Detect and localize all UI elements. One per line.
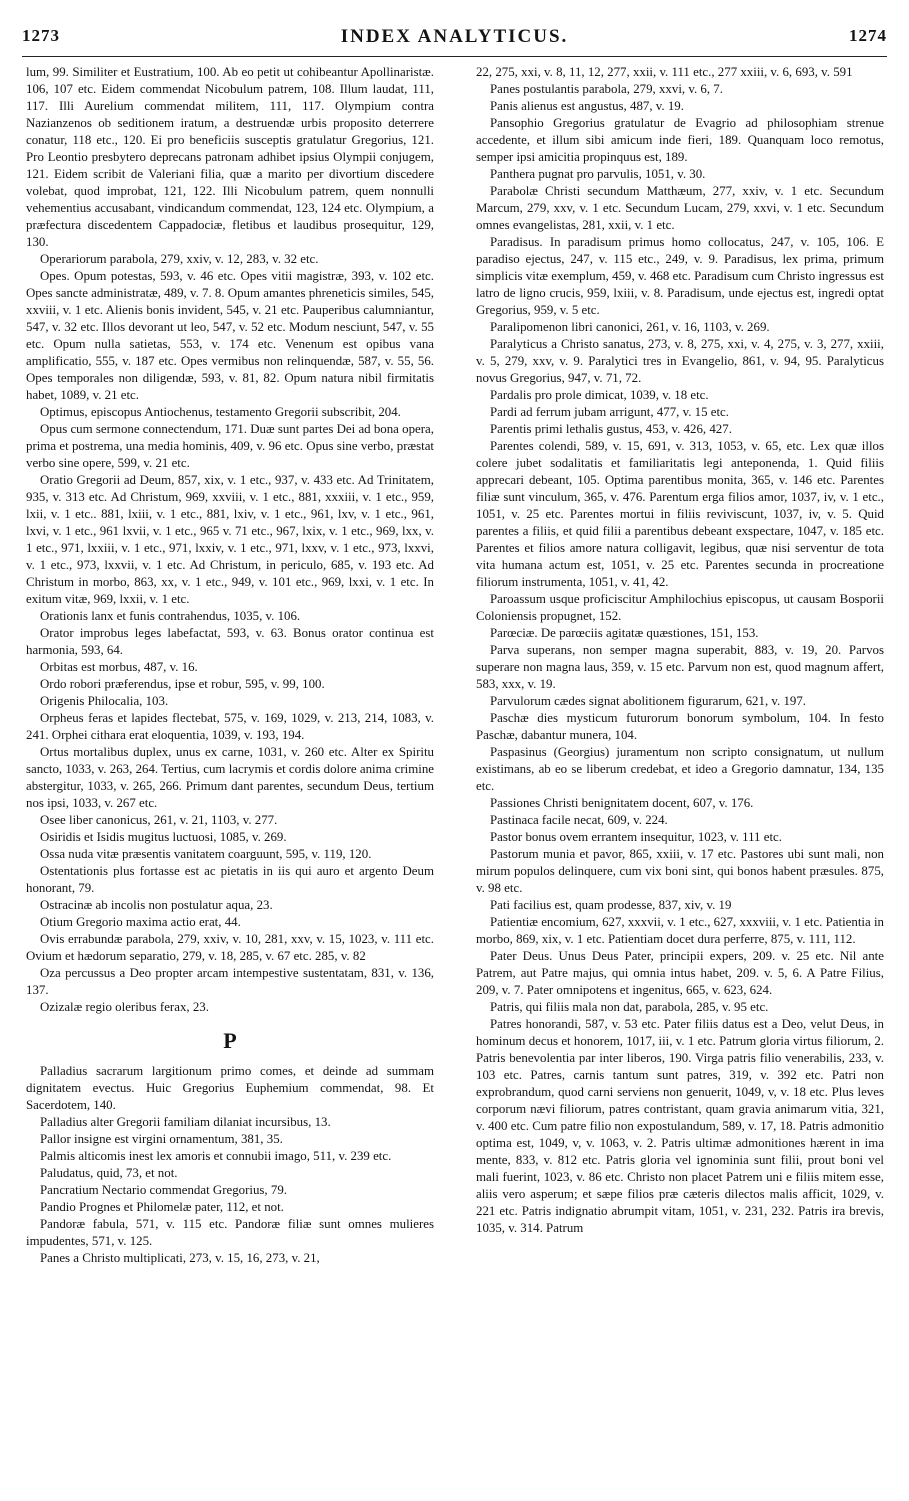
index-entry: Paralyticus a Christo sanatus, 273, v. 8, 275, xxi, v. 4, 275, v. 3, 277, xxiii, v. 5, 279, xxv, v. 9. Paralytici tres in Evangelio, 861, v. 94, 95. Paralyticus novus Gregorius, 947, v. 71, 72. [476,337,884,385]
index-entry: Panes postulantis parabola, 279, xxvi, v. 6, 7. [490,82,723,96]
index-entry: Passiones Christi benignitatem docent, 607, v. 176. [490,796,754,810]
page-number-right: 1274 [849,26,887,45]
header-rule [22,56,887,57]
index-entry: Operariorum parabola, 279, xxiv, v. 12, 283, v. 32 etc. [40,252,319,266]
index-entry: Opes. Opum potestas, 593, v. 46 etc. Opes vitii magistræ, 393, v. 102 etc. Opes sancte administratæ, 489, v. 7. 8. Opum amantes phreneticis similes, 545, xxviii, v. 1 etc. Alienis bonis invident, 545, v. 21 etc. Pauperibus calumniantur, 547, v. 32 etc. Illos devorant ut leo, 547, v. 52 etc. Modum nesciunt, 547, v. 55 etc. Opum nulla satietas, 553, v. 174 etc. Venenum est opibus vana amplificatio, 555, v. 187 etc. Opes vermibus non relinquendæ, 587, v. 55, 56. Opes temporales non diligendæ, 593, v. 81, 82. Opum natura nibil firmitatis habet, 1089, v. 21 etc. [26,269,434,402]
index-entry: Ostracinæ ab incolis non postulatur aqua, 23. [40,898,273,912]
index-entry: Parabolæ Christi secundum Matthæum, 277, xxiv, v. 1 etc. Secundum Marcum, 279, xxv, v. 1 etc. Secundum Lucam, 279, xxvi, v. 1 etc. Secundum omnes evangelistas, 281, xxii, v. 1 etc. [476,184,884,232]
index-entry: Patientiæ encomium, 627, xxxvii, v. 1 etc., 627, xxxviii, v. 1 etc. Patientia in morbo, 869, xix, v. 1 etc. Patientiam docet dura perferre, 875, v. 111, 112. [476,915,884,946]
index-entry: lum, 99. Similiter et Eustratium, 100. Ab eo petit ut cohibeantur Apollinaristæ. 106, 107 etc. Eidem commendat Nicobulum patrem, 108. Illum laudat, 111, 117. Illi Aurelium commendat militem, 111, 117. Olympium contra Nazianzenos ob seditionem iratum, a destruendæ urbis proposito deterrere conatur, 118 etc., 120. Ei pro beneficiis susceptis gratulatur Gregorius, 121. Pro Leontio presbytero deprecans patronam adhibet ipsius Olympii conjugem, 121. Eidem scribit de Valeriani filia, quæ a marito per divortium discedere volebat, quod improbat, 121, 122. Illi Nicobulum patrem, quem nonnulli vehementius accusabant, vindicandum commendat, 123, 124 etc. Olympium, a præfectura discedentem Cappadociæ, fletibus et laudibus prosequitur, 129, 130. [26,65,434,249]
index-entry: Oza percussus a Deo propter arcam intempestive sustentatam, 831, v. 136, 137. [26,966,434,997]
index-entry: Parœciæ. De parœciis agitatæ quæstiones, 151, 153. [490,626,759,640]
index-entry: Paradisus. In paradisum primus homo collocatus, 247, v. 105, 106. E paradiso ejectus, 247, v. 115 etc., 249, v. 9. Paradisus, lex prima, primum simplicis vitæ exemplum, 459, v. 468 etc. Paradisum cum Christo ingressus est latro de ligno crucis, 959, lxiii, v. 8. Paradisum, unde ejectus est, ingredi optat Gregorius, 959, v. 5 etc. [476,235,884,317]
index-entry: Pansophio Gregorius gratulatur de Evagrio ad philosophiam strenue accedente, et illum sibi amicum inde fieri, 189. Quanquam loco remotus, semper ipsi amicitia propinquus est, 189. [476,116,884,164]
index-entry: Pardi ad ferrum jubam arrigunt, 477, v. 15 etc. [490,405,730,419]
index-entry: Pardalis pro prole dimicat, 1039, v. 18 etc. [490,388,709,402]
index-entry: Pastor bonus ovem errantem insequitur, 1023, v. 111 etc. [490,830,782,844]
index-entry: Patris, qui filiis mala non dat, parabola, 285, v. 95 etc. [490,1000,769,1014]
index-entry: Origenis Philocalia, 103. [40,694,169,708]
index-entry: Ortus mortalibus duplex, unus ex carne, 1031, v. 260 etc. Alter ex Spiritu sancto, 1033, v. 263, 264. Tertius, cum lacrymis et cordis dolore anima crimine abstergitur, 1033, v. 265, 266. Primum dant parentes, secundum Deus, tertium nos ipsi, 1033, v. 267 etc. [26,745,434,810]
index-entry: Parvulorum cædes signat abolitionem figurarum, 621, v. 197. [490,694,807,708]
index-entry: Orator improbus leges labefactat, 593, v. 63. Bonus orator continua est harmonia, 593, 64. [26,626,434,657]
index-entry: Paludatus, quid, 73, et not. [40,1166,178,1180]
index-entry: Pastorum munia et pavor, 865, xxiii, v. 17 etc. Pastores ubi sunt mali, non mirum populos delinquere, cum vix boni sint, qui bonos habent præsules. 875, v. 98 etc. [476,847,884,895]
page-title: INDEX ANALYTICUS. [340,26,569,47]
index-entry: Pallor insigne est virgini ornamentum, 381, 35. [40,1132,283,1146]
index-entry: Paralipomenon libri canonici, 261, v. 16, 1103, v. 269. [490,320,770,334]
index-entry: Ovis errabundæ parabola, 279, xxiv, v. 10, 281, xxv, v. 15, 1023, v. 111 etc. Ovium et hædorum separatio, 279, v. 18, 285, v. 67 etc. 285, v. 82 [26,932,434,963]
index-entry: Oratio Gregorii ad Deum, 857, xix, v. 1 etc., 937, v. 433 etc. Ad Trinitatem, 935, v. 313 etc. Ad Christum, 969, xxviii, v. 1 etc., 881, xxxiii, v. 1 etc., 959, lxii, v. 1 etc.. 881, lxiii, v. 1 etc., 881, lxiv, v. 1 etc., 961, lxv, v. 1 etc., 961, lxvi, v. 1 etc., 961 lxvii, v. 1 etc., 965 v. 71 etc., 967, lxix, v. 1 etc., 969, lxx, v. 1 etc., 971, lxxiii, v. 1 etc., 971, lxxiv, v. 1 etc., 971, lxxv, v. 1 etc., 973, lxxvi, v. 1 etc., 973, lxxvii, v. 1 etc. Ad Christum, in periculo, 685, v. 193 etc. Ad Christum in morbo, 863, xx, v. 1 etc., 949, v. 101 etc., 969, lxxi, v. 1 etc. In exitum vitæ, 969, lxxii, v. 1 etc. [26,473,434,606]
index-entry: Orpheus feras et lapides flectebat, 575, v. 169, 1029, v. 213, 214, 1083, v. 241. Orphei cithara erat eloquentia, 1039, v. 193, 194. [26,711,434,742]
index-entry: Optimus, episcopus Antiochenus, testamento Gregorii subscribit, 204. [40,405,401,419]
index-entry: Palladius sacrarum largitionum primo comes, et deinde ad summam dignitatem evectus. Huic Gregorius Euphemium commendat, 98. Et Sacerdotem, 140. [26,1064,434,1112]
index-entry: Pati facilius est, quam prodesse, 837, xiv, v. 19 [490,898,732,912]
left-column [26,64,434,1490]
index-entry: Patres honorandi, 587, v. 53 etc. Pater filiis datus est a Deo, velut Deus, in hominum decus et honorem, 1017, iii, v. 1 etc. Patrum gloria virtus filiorum, 2. Patris benevolentia par inter liberos, 190. Virga patris filio venerabilis, 233, v. 103 etc. Patres, carnis tantum sunt patres, 319, v. 392 etc. Patri non exprobrandum, quod carni serviens non genuerit, 1049, v, v. 18 etc. Plus leves corporum nævi filiorum, patres contristant, quam gravia animarum vitia, 321, v. 400 etc. Cum patre filio non expostulandum, 589, v. 17, 18. Patris admonitio optima est, 1049, v, v. 1063, v. 2. Patris ultimæ admonitiones hærent in ima mente, 833, v. 812 etc. Patris gloria vel ignominia sunt filii, prout boni vel mali fuerint, 1023, v. 86 etc. Christo non placet Patrem uni e filiis mitem esse, aliis vero asperum; et sæpe filios præ cæteris dilectos malis afficit, 1029, v. 221 etc. Patris indignatio abrumpit vitam, 1051, v. 231, 232. Patris ira brevis, 1035, v. 314. Patrum [476,1017,884,1235]
index-entry: Paroassum usque proficiscitur Amphilochius episcopus, ut causam Bosporii Coloniensis propugnet, 152. [476,592,884,623]
index-entry: Panis alienus est angustus, 487, v. 19. [490,99,684,113]
index-entry: Pancratium Nectario commendat Gregorius, 79. [40,1183,287,1197]
index-entry: Paschæ dies mysticum futurorum bonorum symbolum, 104. In festo Paschæ, dabantur munera, 104. [476,711,884,742]
index-entry: Paspasinus (Georgius) juramentum non scripto consignatum, ut nullum existimans, ab eo se liberum credebat, et ideo a Gregorio damnatur, 134, 135 etc. [476,745,884,793]
page-number-left: 1273 [22,26,60,45]
section-letter: P [223,1028,237,1053]
index-entry: Ossa nuda vitæ præsentis vanitatem coarguunt, 595, v. 119, 120. [40,847,372,861]
index-entry: Panthera pugnat pro parvulis, 1051, v. 30. [490,167,706,181]
index-entry: Pater Deus. Unus Deus Pater, principii expers, 209. v. 25 etc. Nil ante Patrem, aut Patre majus, qui omnia intus habet, 209. v. 5, 6. A Patre Filius, 209, v. 7. Pater omnipotens et ingenitus, 665, v. 623, 624. [476,949,884,997]
index-entry: Osee liber canonicus, 261, v. 21, 1103, v. 277. [40,813,278,827]
index-entry: Ordo robori præferendus, ipse et robur, 595, v. 99, 100. [40,677,325,691]
right-column [476,64,884,1490]
index-entry: Palmis alticomis inest lex amoris et connubii imago, 511, v. 239 etc. [40,1149,392,1163]
index-entry: Pandio Prognes et Philomelæ pater, 112, et not. [40,1200,284,1214]
index-entry: Pandoræ fabula, 571, v. 115 etc. Pandoræ filiæ sunt omnes mulieres impudentes, 571, v. 125. [26,1217,434,1248]
index-entry: Parentes colendi, 589, v. 15, 691, v. 313, 1053, v. 65, etc. Lex quæ illos colere jubet sodalitatis et familiaritatis legi anteponenda, 1. Quid filiis apprecari debeant, 105. Optima parentibus monita, 365, v. 146 etc. Parentes filiæ sunt vinculum, 365, v. 476. Parentum erga filios amor, 1037, iv, v. 1 etc., 1051, v. 25 etc. Parentes mortui in filiis reviviscunt, 1037, iv, v. 5. Quid parentes a filiis, et quid filii a parentibus debeant exspectare, 1047, v. 185 etc. Parentes et filios amore natura colligavit, legibus, quæ nisi serventur de tota vita humana actum est, 1051, v. 25 etc. Parentes secunda in procreatione filiorum instrumenta, 1051, v. 41, 42. [476,439,884,589]
index-entry: Opus cum sermone connectendum, 171. Duæ sunt partes Dei ad bona opera, prima et postrema, una media hominis, 409, v. 96 etc. Opus sine verbo, præstat verbo sine opere, 599, v. 21 etc. [26,422,434,470]
index-entry: Orationis lanx et funis contrahendus, 1035, v. 106. [40,609,301,623]
index-entry: Osiridis et Isidis mugitus luctuosi, 1085, v. 269. [40,830,287,844]
index-entry: Orbitas est morbus, 487, v. 16. [40,660,198,674]
index-entry: Otium Gregorio maxima actio erat, 44. [40,915,241,929]
page-header [22,26,887,66]
index-entry: Ostentationis plus fortasse est ac pietatis in iis qui auro et argento Deum honorant, 79. [26,864,434,895]
index-entry: 22, 275, xxi, v. 8, 11, 12, 277, xxii, v. 111 etc., 277 xxiii, v. 6, 693, v. 591 [476,65,853,79]
index-entry: Pastinaca facile necat, 609, v. 224. [490,813,668,827]
index-entry: Parentis primi lethalis gustus, 453, v. 426, 427. [490,422,732,436]
index-entry: Ozizalæ regio oleribus ferax, 23. [40,1000,209,1014]
index-entry: Parva superans, non semper magna superabit, 883, v. 19, 20. Parvos superare non magna laus, 359, v. 15 etc. Parvum non est, quod magnum affert, 583, xxx, v. 19. [476,643,884,691]
index-entry: Panes a Christo multiplicati, 273, v. 15, 16, 273, v. 21, [40,1251,320,1265]
index-entry: Palladius alter Gregorii familiam dilaniat incursibus, 13. [40,1115,331,1129]
